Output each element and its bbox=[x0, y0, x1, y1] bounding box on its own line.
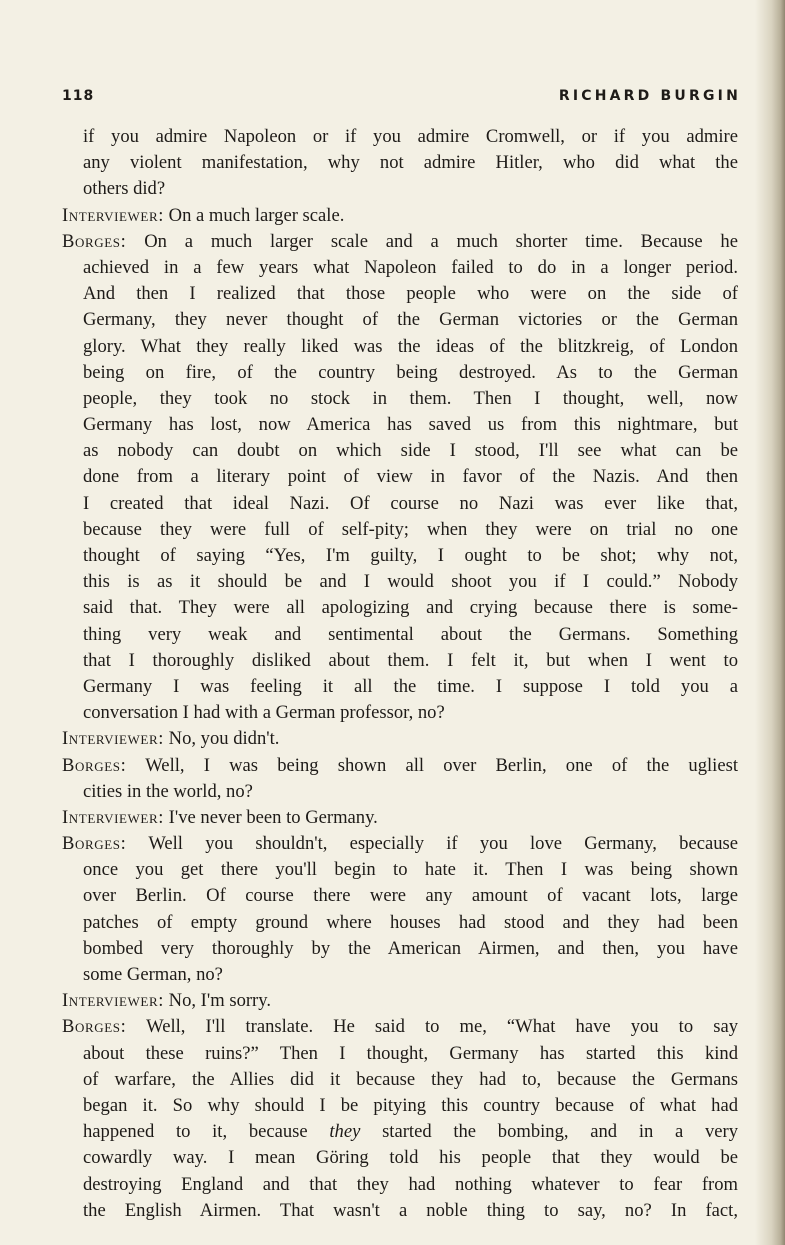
line-text: glory. What they really liked was the ideas of the blitzkreig, of London bbox=[83, 335, 738, 357]
line-text: achieved in a few years what Napoleon failed to do in a longer period. bbox=[83, 256, 738, 278]
text-line bbox=[62, 622, 738, 648]
line-text: that I thoroughly disliked about them. I felt it, but when I went to bbox=[83, 649, 738, 671]
line-text: cities in the world, no? bbox=[83, 780, 253, 802]
line-text: destroying England and that they had nothing whatever to fear from bbox=[83, 1173, 738, 1195]
text-line bbox=[62, 753, 738, 779]
page-header bbox=[62, 88, 741, 110]
text-line bbox=[62, 360, 738, 386]
dialogue-turn bbox=[62, 988, 738, 1014]
page-number: 118 bbox=[62, 88, 95, 104]
line-text: I created that ideal Nazi. Of course no Nazi was ever like that, bbox=[83, 492, 738, 514]
line-text: some German, no? bbox=[83, 964, 223, 985]
text-line bbox=[62, 176, 738, 202]
speaker-label: Interviewer: bbox=[62, 204, 164, 226]
line-text: once you get there you'll begin to hate it. Then I was being shown bbox=[83, 859, 738, 881]
line-text: thought of saying “Yes, I'm guilty, I ought to be shot; why not, bbox=[83, 545, 738, 566]
text-line bbox=[62, 334, 738, 360]
line-text: No, I'm sorry. bbox=[168, 990, 271, 1012]
dialogue-turn bbox=[62, 1014, 738, 1224]
text-line bbox=[62, 438, 738, 464]
text-line bbox=[62, 229, 738, 255]
text-line bbox=[62, 936, 738, 962]
line-text: being on fire, of the country being destroyed. As to the German bbox=[83, 361, 738, 383]
line-text: bombed very thoroughly by the American Airmen, and then, you have bbox=[83, 937, 738, 959]
speaker-label: Interviewer: bbox=[62, 806, 164, 828]
line-text: the English Airmen. That wasn't a noble thing to say, no? In fact, bbox=[83, 1199, 738, 1221]
line-text: others did? bbox=[83, 178, 166, 200]
text-line bbox=[62, 1067, 738, 1093]
line-text: conversation I had with a German professor, no? bbox=[83, 702, 445, 724]
line-text: No, you didn't. bbox=[168, 728, 280, 750]
text-segment: started the bombing, and in a very bbox=[360, 1121, 738, 1143]
line-text: over Berlin. Of course there were any amount of vacant lots, large bbox=[83, 885, 738, 907]
text-line bbox=[62, 595, 738, 621]
text-line bbox=[62, 648, 738, 674]
paragraph bbox=[62, 124, 738, 203]
line-text: done from a literary point of view in favor of the Nazis. And then bbox=[83, 466, 738, 488]
line-text: if you admire Napoleon or if you admire Cromwell, or if you admire bbox=[83, 126, 738, 147]
line-text: as nobody can doubt on which side I stood, I'll see what can be bbox=[83, 440, 738, 462]
line-text: began it. So why should I be pitying this country because of what had bbox=[83, 1094, 738, 1116]
line-text: I've never been to Germany. bbox=[168, 806, 378, 828]
text-line bbox=[62, 883, 738, 909]
line-text: Well, I was being shown all over Berlin, one of the ugliest bbox=[145, 754, 738, 776]
text-line bbox=[62, 255, 738, 281]
text-line bbox=[62, 307, 738, 333]
line-text: said that. They were all apologizing and crying because there is some- bbox=[83, 597, 738, 619]
line-text: Germany, they never thought of the German victories or the German bbox=[83, 309, 738, 331]
text-line bbox=[62, 412, 738, 438]
line-text: of warfare, the Allies did it because they had to, because the Germans bbox=[83, 1068, 738, 1090]
text-line bbox=[62, 517, 738, 543]
page-edge-shadow bbox=[755, 0, 785, 1245]
dialogue-turn bbox=[62, 831, 738, 988]
line-text: any violent manifestation, why not admire Hitler, who did what the bbox=[83, 152, 738, 174]
text-line bbox=[62, 910, 738, 936]
line-text: people, they took no stock in them. Then I thought, well, now bbox=[83, 387, 738, 409]
line-text: about these ruins?” Then I thought, Germany has started this kind bbox=[83, 1042, 738, 1064]
speaker-label: Interviewer: bbox=[62, 990, 164, 1012]
line-text: cowardly way. I mean Göring told his people that they would be bbox=[83, 1147, 738, 1169]
text-line bbox=[62, 779, 738, 805]
dialogue-turn bbox=[62, 726, 738, 752]
line-text: On a much larger scale and a much shorter time. Because he bbox=[144, 230, 738, 252]
italic-text: they bbox=[329, 1121, 361, 1143]
text-line bbox=[62, 543, 738, 569]
text-segment: happened to it, because bbox=[83, 1121, 330, 1143]
text-line bbox=[62, 700, 738, 726]
line-text: On a much larger scale. bbox=[168, 204, 345, 226]
text-line bbox=[62, 281, 738, 307]
text-line bbox=[62, 386, 738, 412]
line-text: this is as it should be and I would shoot you if I could.” Nobody bbox=[83, 571, 738, 593]
text-line bbox=[62, 150, 738, 176]
text-line bbox=[62, 831, 738, 857]
text-line bbox=[62, 1198, 738, 1224]
text-line bbox=[62, 1172, 738, 1198]
line-text: Germany I was feeling it all the time. I suppose I told you a bbox=[83, 675, 738, 697]
line-text: patches of empty ground where houses had stood and they had been bbox=[83, 911, 738, 933]
line-text: Well, I'll translate. He said to me, “What have you to say bbox=[146, 1016, 738, 1038]
text-line bbox=[62, 569, 738, 595]
dialogue-turn bbox=[62, 753, 738, 805]
text-line bbox=[62, 464, 738, 490]
page-body bbox=[62, 124, 738, 1224]
line-text: Germany has lost, now America has saved us from this nightmare, but bbox=[83, 414, 738, 436]
text-line bbox=[62, 1093, 738, 1119]
text-line bbox=[62, 203, 738, 229]
text-line bbox=[62, 726, 738, 752]
text-line bbox=[62, 1145, 738, 1171]
text-line bbox=[62, 1014, 738, 1040]
dialogue-turn bbox=[62, 203, 738, 229]
speaker-label: Interviewer: bbox=[62, 728, 164, 750]
speaker-label: Borges: bbox=[62, 754, 127, 776]
line-text: thing very weak and sentimental about the Germans. Something bbox=[83, 623, 738, 645]
text-line bbox=[62, 1041, 738, 1067]
line-text: And then I realized that those people who were on the side of bbox=[83, 283, 738, 305]
speaker-label: Borges: bbox=[62, 230, 127, 252]
text-line bbox=[62, 988, 738, 1014]
text-line bbox=[62, 674, 738, 700]
dialogue-turn bbox=[62, 805, 738, 831]
text-line bbox=[62, 1119, 738, 1145]
text-line bbox=[62, 805, 738, 831]
dialogue-turn bbox=[62, 229, 738, 727]
text-line bbox=[62, 857, 738, 883]
speaker-label: Borges: bbox=[62, 1016, 127, 1038]
running-head: RICHARD BURGIN bbox=[558, 88, 741, 104]
text-line bbox=[62, 491, 738, 517]
line-text: Well you shouldn't, especially if you love Germany, because bbox=[148, 833, 738, 855]
text-line bbox=[62, 962, 738, 988]
speaker-label: Borges: bbox=[62, 833, 127, 855]
text-line bbox=[62, 124, 738, 150]
line-text: because they were full of self-pity; when they were on trial no one bbox=[83, 518, 738, 540]
